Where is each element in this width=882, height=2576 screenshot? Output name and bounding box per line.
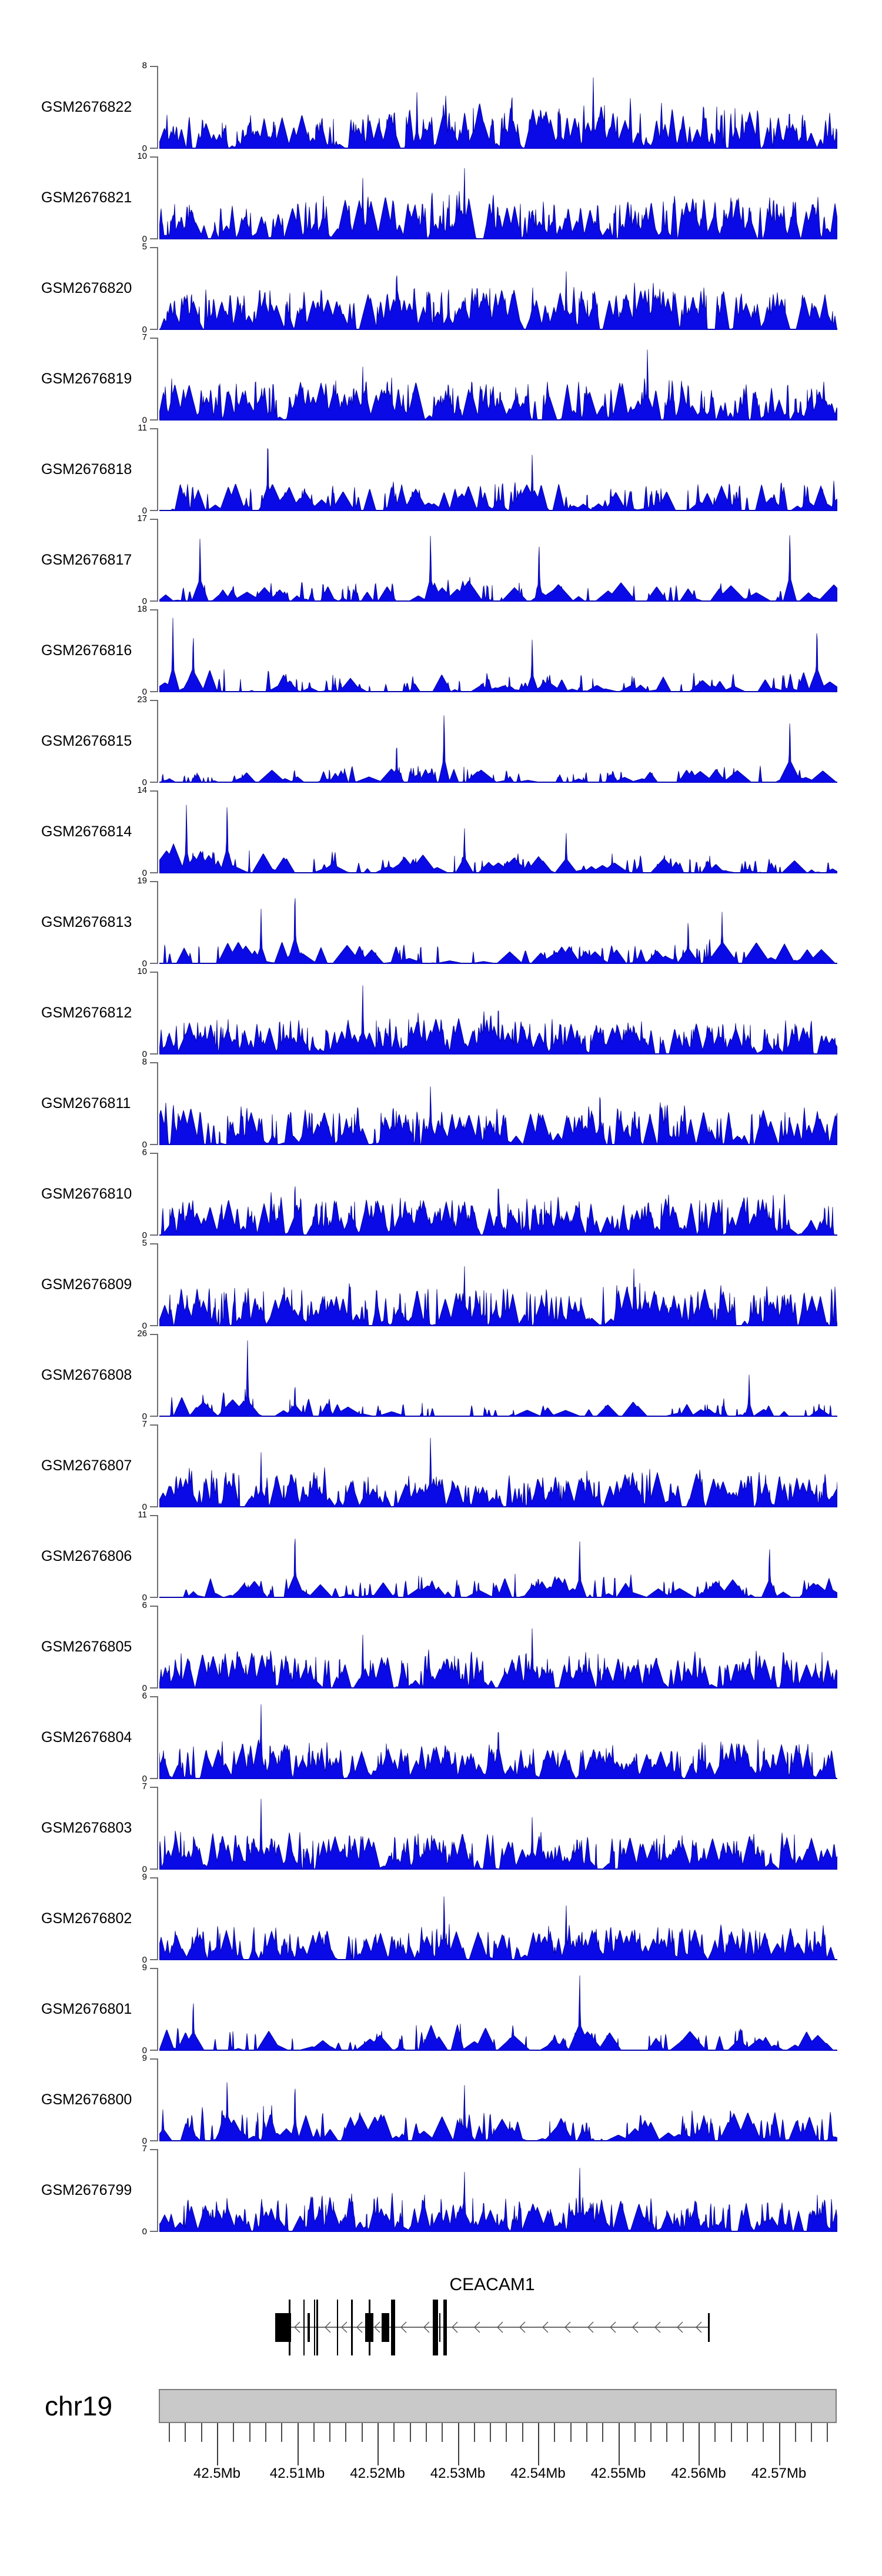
y-axis-zero-label: 0 xyxy=(142,868,147,878)
y-axis-zero-label: 0 xyxy=(142,687,147,697)
track-sample-label: GSM2676815 xyxy=(41,733,132,749)
gene-exon xyxy=(391,2300,395,2355)
y-axis-max-label: 5 xyxy=(142,242,147,252)
y-axis-line xyxy=(157,881,158,964)
axis-minor-tick xyxy=(811,2423,812,2442)
signal-area xyxy=(159,1266,837,1326)
axis-minor-tick xyxy=(747,2423,748,2442)
axis-minor-tick xyxy=(281,2423,282,2442)
track-sample-label: GSM2676807 xyxy=(41,1457,132,1474)
signal-area xyxy=(159,1799,837,1870)
track-sample-label: GSM2676810 xyxy=(41,1186,132,1202)
track-sample-label: GSM2676821 xyxy=(41,189,132,206)
y-axis-line xyxy=(157,2058,158,2141)
track-sample-label: GSM2676818 xyxy=(41,461,132,478)
y-axis-bottom-tick xyxy=(150,1778,157,1779)
y-axis-top-tick xyxy=(150,609,157,610)
y-axis-zero-label: 0 xyxy=(142,1412,147,1422)
y-axis-bottom-tick xyxy=(150,782,157,783)
y-axis-zero-label: 0 xyxy=(142,2136,147,2146)
y-axis-top-tick xyxy=(150,2058,157,2060)
signal-area xyxy=(159,1186,837,1236)
track-sample-label: GSM2676812 xyxy=(41,1005,132,1021)
axis-tick-label: 42.57Mb xyxy=(751,2465,807,2481)
axis-tick-label: 42.54Mb xyxy=(510,2465,566,2481)
coverage-signal-plot xyxy=(159,2058,837,2141)
axis-minor-tick xyxy=(570,2423,572,2442)
y-axis-top-tick xyxy=(150,66,157,67)
track-sample-label: GSM2676805 xyxy=(41,1639,132,1655)
signal-area xyxy=(159,618,837,692)
track-sample-label: GSM2676800 xyxy=(41,2091,132,2108)
axis-major-tick xyxy=(458,2423,459,2465)
y-axis-top-tick xyxy=(150,881,157,882)
y-axis-zero-label: 0 xyxy=(142,1683,147,1693)
y-axis-max-label: 11 xyxy=(138,423,147,433)
track-sample-label: GSM2676799 xyxy=(41,2182,132,2198)
y-axis-top-tick xyxy=(150,2149,157,2150)
axis-minor-tick xyxy=(329,2423,330,2442)
axis-major-tick xyxy=(377,2423,379,2465)
y-axis-max-label: 9 xyxy=(142,1963,147,1973)
signal-area xyxy=(159,1539,837,1598)
signal-area xyxy=(159,1438,837,1507)
y-axis-top-tick xyxy=(150,1968,157,1969)
y-axis-top-tick xyxy=(150,1515,157,1516)
y-axis-bottom-tick xyxy=(150,2231,157,2232)
axis-minor-tick xyxy=(426,2423,427,2442)
y-axis-line xyxy=(157,1968,158,2051)
coverage-signal-plot xyxy=(159,1606,837,1689)
y-axis-max-label: 6 xyxy=(142,1147,147,1157)
y-axis-line xyxy=(157,1153,158,1236)
y-axis-line xyxy=(157,1606,158,1689)
y-axis-zero-label: 0 xyxy=(142,1140,147,1150)
y-axis-max-label: 6 xyxy=(142,1600,147,1610)
axis-tick-label: 42.55Mb xyxy=(590,2465,646,2481)
axis-minor-tick xyxy=(763,2423,764,2442)
coverage-signal-plot xyxy=(159,66,837,149)
y-axis-zero-label: 0 xyxy=(142,2046,147,2056)
y-axis-max-label: 7 xyxy=(142,1419,147,1429)
y-axis-bottom-tick xyxy=(150,329,157,330)
axis-tick-label: 42.53Mb xyxy=(430,2465,486,2481)
axis-minor-tick xyxy=(506,2423,507,2442)
y-axis-top-tick xyxy=(150,428,157,429)
track-sample-label: GSM2676809 xyxy=(41,1276,132,1293)
signal-area xyxy=(159,1897,837,1961)
y-axis-bottom-tick xyxy=(150,2140,157,2141)
y-axis-max-label: 10 xyxy=(137,966,147,976)
signal-area xyxy=(159,2168,837,2232)
track-sample-label: GSM2676820 xyxy=(41,280,132,296)
y-axis-zero-label: 0 xyxy=(142,2227,147,2237)
axis-minor-tick xyxy=(634,2423,636,2442)
y-axis-top-tick xyxy=(150,1877,157,1878)
coverage-signal-plot xyxy=(159,700,837,783)
y-axis-line xyxy=(157,338,158,421)
axis-minor-tick xyxy=(554,2423,555,2442)
track-sample-label: GSM2676804 xyxy=(41,1729,132,1746)
gene-exon xyxy=(433,2300,438,2355)
y-axis-max-label: 26 xyxy=(137,1329,147,1339)
y-axis-zero-label: 0 xyxy=(142,1321,147,1331)
coverage-signal-plot xyxy=(159,1877,837,1960)
gene-name-label: CEACAM1 xyxy=(449,2275,535,2294)
signal-area xyxy=(159,535,837,602)
y-axis-zero-label: 0 xyxy=(142,1230,147,1240)
gene-exon xyxy=(289,2300,290,2355)
coverage-signal-plot xyxy=(159,1968,837,2051)
y-axis-line xyxy=(157,247,158,330)
coverage-signal-plot xyxy=(159,1243,837,1326)
axis-minor-tick xyxy=(522,2423,523,2442)
gene-exon xyxy=(314,2300,315,2355)
coverage-signal-plot xyxy=(159,2149,837,2232)
coverage-signal-plot xyxy=(159,972,837,1055)
y-axis-zero-label: 0 xyxy=(142,596,147,606)
y-axis-line xyxy=(157,1424,158,1507)
y-axis-max-label: 18 xyxy=(137,604,147,614)
y-axis-line xyxy=(157,790,158,873)
coverage-signal-plot xyxy=(159,609,837,692)
track-sample-label: GSM2676806 xyxy=(41,1548,132,1564)
axis-tick-label: 42.52Mb xyxy=(350,2465,405,2481)
y-axis-bottom-tick xyxy=(150,872,157,873)
axis-minor-tick xyxy=(233,2423,234,2442)
axis-major-tick xyxy=(538,2423,539,2465)
axis-minor-tick xyxy=(650,2423,652,2442)
signal-area xyxy=(159,448,837,511)
axis-major-tick xyxy=(298,2423,299,2465)
y-axis-top-tick xyxy=(150,972,157,973)
axis-minor-tick xyxy=(474,2423,475,2442)
coverage-signal-plot xyxy=(159,338,837,421)
signal-area xyxy=(159,715,837,783)
signal-area xyxy=(159,350,837,421)
y-axis-zero-label: 0 xyxy=(142,1864,147,1874)
y-axis-bottom-tick xyxy=(150,691,157,692)
track-sample-label: GSM2676808 xyxy=(41,1367,132,1383)
gene-exon xyxy=(382,2313,389,2342)
gene-exon xyxy=(337,2300,338,2355)
track-sample-label: GSM2676802 xyxy=(41,1910,132,1927)
y-axis-top-tick xyxy=(150,156,157,158)
axis-minor-tick xyxy=(169,2423,170,2442)
signal-area xyxy=(159,272,837,331)
y-axis-zero-label: 0 xyxy=(142,234,147,244)
y-axis-top-tick xyxy=(150,1153,157,1154)
coverage-signal-plot xyxy=(159,156,837,239)
y-axis-line xyxy=(157,1787,158,1870)
y-axis-line xyxy=(157,1877,158,1960)
y-axis-top-tick xyxy=(150,790,157,792)
y-axis-line xyxy=(157,2149,158,2232)
axis-minor-tick xyxy=(393,2423,395,2442)
y-axis-bottom-tick xyxy=(150,600,157,602)
y-axis-bottom-tick xyxy=(150,1597,157,1598)
track-sample-label: GSM2676822 xyxy=(41,99,132,115)
y-axis-bottom-tick xyxy=(150,148,157,149)
axis-minor-tick xyxy=(410,2423,411,2442)
y-axis-line xyxy=(157,1696,158,1779)
y-axis-zero-label: 0 xyxy=(142,325,147,335)
y-axis-bottom-tick xyxy=(150,510,157,511)
y-axis-bottom-tick xyxy=(150,1506,157,1507)
y-axis-max-label: 23 xyxy=(137,695,147,705)
axis-minor-tick xyxy=(714,2423,716,2442)
y-axis-max-label: 17 xyxy=(137,513,147,523)
y-axis-zero-label: 0 xyxy=(142,144,147,154)
y-axis-bottom-tick xyxy=(150,1416,157,1417)
axis-minor-tick xyxy=(683,2423,684,2442)
y-axis-line xyxy=(157,1515,158,1598)
coverage-signal-plot xyxy=(159,1787,837,1870)
track-sample-label: GSM2676813 xyxy=(41,914,132,930)
coverage-signal-plot xyxy=(159,1334,837,1417)
y-axis-line xyxy=(157,1243,158,1326)
y-axis-bottom-tick xyxy=(150,1325,157,1326)
track-sample-label: GSM2676803 xyxy=(41,1820,132,1836)
y-axis-max-label: 7 xyxy=(142,1781,147,1791)
gene-exon xyxy=(351,2300,353,2355)
y-axis-bottom-tick xyxy=(150,1687,157,1689)
axis-minor-tick xyxy=(490,2423,491,2442)
y-axis-max-label: 14 xyxy=(137,785,147,795)
y-axis-top-tick xyxy=(150,1334,157,1335)
y-axis-zero-label: 0 xyxy=(142,1502,147,1512)
y-axis-zero-label: 0 xyxy=(142,506,147,516)
y-axis-max-label: 7 xyxy=(142,332,147,342)
gene-exon xyxy=(303,2300,305,2355)
track-sample-label: GSM2676811 xyxy=(41,1095,131,1112)
gene-exon xyxy=(439,2313,440,2342)
y-axis-top-tick xyxy=(150,700,157,701)
signal-area xyxy=(159,1087,837,1146)
coverage-signal-plot xyxy=(159,1696,837,1779)
y-axis-max-label: 6 xyxy=(142,1691,147,1701)
axis-minor-tick xyxy=(362,2423,363,2442)
signal-area xyxy=(159,1976,837,2051)
coverage-signal-plot xyxy=(159,519,837,602)
gene-exon xyxy=(275,2313,291,2342)
y-axis-bottom-tick xyxy=(150,419,157,421)
signal-area xyxy=(159,1629,837,1689)
axis-minor-tick xyxy=(442,2423,443,2442)
chromosome-label: chr19 xyxy=(45,2391,113,2421)
y-axis-max-label: 19 xyxy=(137,876,147,886)
coverage-signal-plot xyxy=(159,1424,837,1507)
chromosome-ideogram xyxy=(159,2389,837,2423)
signal-area xyxy=(159,1704,837,1779)
y-axis-line xyxy=(157,66,158,149)
y-axis-max-label: 5 xyxy=(142,1238,147,1248)
axis-major-tick xyxy=(619,2423,620,2465)
coverage-signal-plot xyxy=(159,428,837,511)
y-axis-line xyxy=(157,1334,158,1417)
y-axis-line xyxy=(157,609,158,692)
track-sample-label: GSM2676814 xyxy=(41,823,132,840)
y-axis-top-tick xyxy=(150,1062,157,1063)
y-axis-bottom-tick xyxy=(150,963,157,964)
y-axis-top-tick xyxy=(150,247,157,248)
signal-area xyxy=(159,78,837,149)
y-axis-top-tick xyxy=(150,519,157,520)
axis-major-tick xyxy=(217,2423,218,2465)
y-axis-zero-label: 0 xyxy=(142,415,147,425)
y-axis-top-tick xyxy=(150,1606,157,1607)
coverage-signal-plot xyxy=(159,881,837,964)
y-axis-max-label: 8 xyxy=(142,61,147,71)
axis-minor-tick xyxy=(249,2423,250,2442)
y-axis-line xyxy=(157,700,158,783)
y-axis-line xyxy=(157,156,158,239)
gene-exon xyxy=(316,2300,318,2355)
signal-area xyxy=(159,986,837,1055)
axis-major-tick xyxy=(779,2423,780,2465)
y-axis-bottom-tick xyxy=(150,2050,157,2051)
track-sample-label: GSM2676819 xyxy=(41,371,132,387)
coverage-signal-plot xyxy=(159,790,837,873)
coverage-signal-plot xyxy=(159,1153,837,1236)
gene-exon xyxy=(308,2313,310,2342)
axis-tick-label: 42.51Mb xyxy=(269,2465,325,2481)
axis-minor-tick xyxy=(827,2423,828,2442)
y-axis-top-tick xyxy=(150,1424,157,1426)
axis-minor-tick xyxy=(602,2423,603,2442)
signal-area xyxy=(159,898,837,964)
y-axis-top-tick xyxy=(150,338,157,339)
y-axis-max-label: 9 xyxy=(142,1872,147,1882)
y-axis-top-tick xyxy=(150,1696,157,1697)
axis-minor-tick xyxy=(666,2423,667,2442)
y-axis-max-label: 11 xyxy=(138,1510,147,1520)
axis-minor-tick xyxy=(345,2423,346,2442)
gene-exon xyxy=(708,2313,710,2342)
y-axis-bottom-tick xyxy=(150,1959,157,1960)
y-axis-zero-label: 0 xyxy=(142,1593,147,1603)
signal-area xyxy=(159,1340,837,1417)
gene-exon xyxy=(443,2300,447,2355)
axis-minor-tick xyxy=(586,2423,587,2442)
axis-tick-label: 42.56Mb xyxy=(671,2465,726,2481)
y-axis-bottom-tick xyxy=(150,1144,157,1145)
y-axis-zero-label: 0 xyxy=(142,1955,147,1965)
y-axis-line xyxy=(157,972,158,1055)
y-axis-max-label: 9 xyxy=(142,2053,147,2063)
y-axis-zero-label: 0 xyxy=(142,778,147,788)
track-sample-label: GSM2676801 xyxy=(41,2001,132,2017)
y-axis-bottom-tick xyxy=(150,1868,157,1870)
y-axis-line xyxy=(157,519,158,602)
signal-area xyxy=(159,2083,837,2141)
y-axis-bottom-tick xyxy=(150,1234,157,1236)
y-axis-max-label: 7 xyxy=(142,2144,147,2154)
axis-minor-tick xyxy=(265,2423,266,2442)
signal-area xyxy=(159,805,837,873)
axis-minor-tick xyxy=(731,2423,732,2442)
axis-minor-tick xyxy=(795,2423,796,2442)
y-axis-max-label: 10 xyxy=(137,151,147,161)
axis-minor-tick xyxy=(201,2423,202,2442)
y-axis-bottom-tick xyxy=(150,1053,157,1055)
signal-area xyxy=(159,168,837,239)
y-axis-max-label: 8 xyxy=(142,1057,147,1067)
y-axis-bottom-tick xyxy=(150,238,157,239)
axis-minor-tick xyxy=(185,2423,186,2442)
y-axis-line xyxy=(157,428,158,511)
y-axis-top-tick xyxy=(150,1787,157,1788)
y-axis-line xyxy=(157,1062,158,1145)
coverage-signal-plot xyxy=(159,1515,837,1598)
track-sample-label: GSM2676817 xyxy=(41,552,132,568)
y-axis-zero-label: 0 xyxy=(142,1049,147,1059)
gene-exon xyxy=(369,2300,370,2355)
axis-minor-tick xyxy=(313,2423,315,2442)
axis-tick-label: 42.5Mb xyxy=(193,2465,241,2481)
y-axis-zero-label: 0 xyxy=(142,959,147,969)
track-sample-label: GSM2676816 xyxy=(41,642,132,659)
y-axis-top-tick xyxy=(150,1243,157,1244)
axis-major-tick xyxy=(699,2423,700,2465)
coverage-signal-plot xyxy=(159,247,837,330)
coverage-signal-plot xyxy=(159,1062,837,1145)
y-axis-zero-label: 0 xyxy=(142,1774,147,1784)
